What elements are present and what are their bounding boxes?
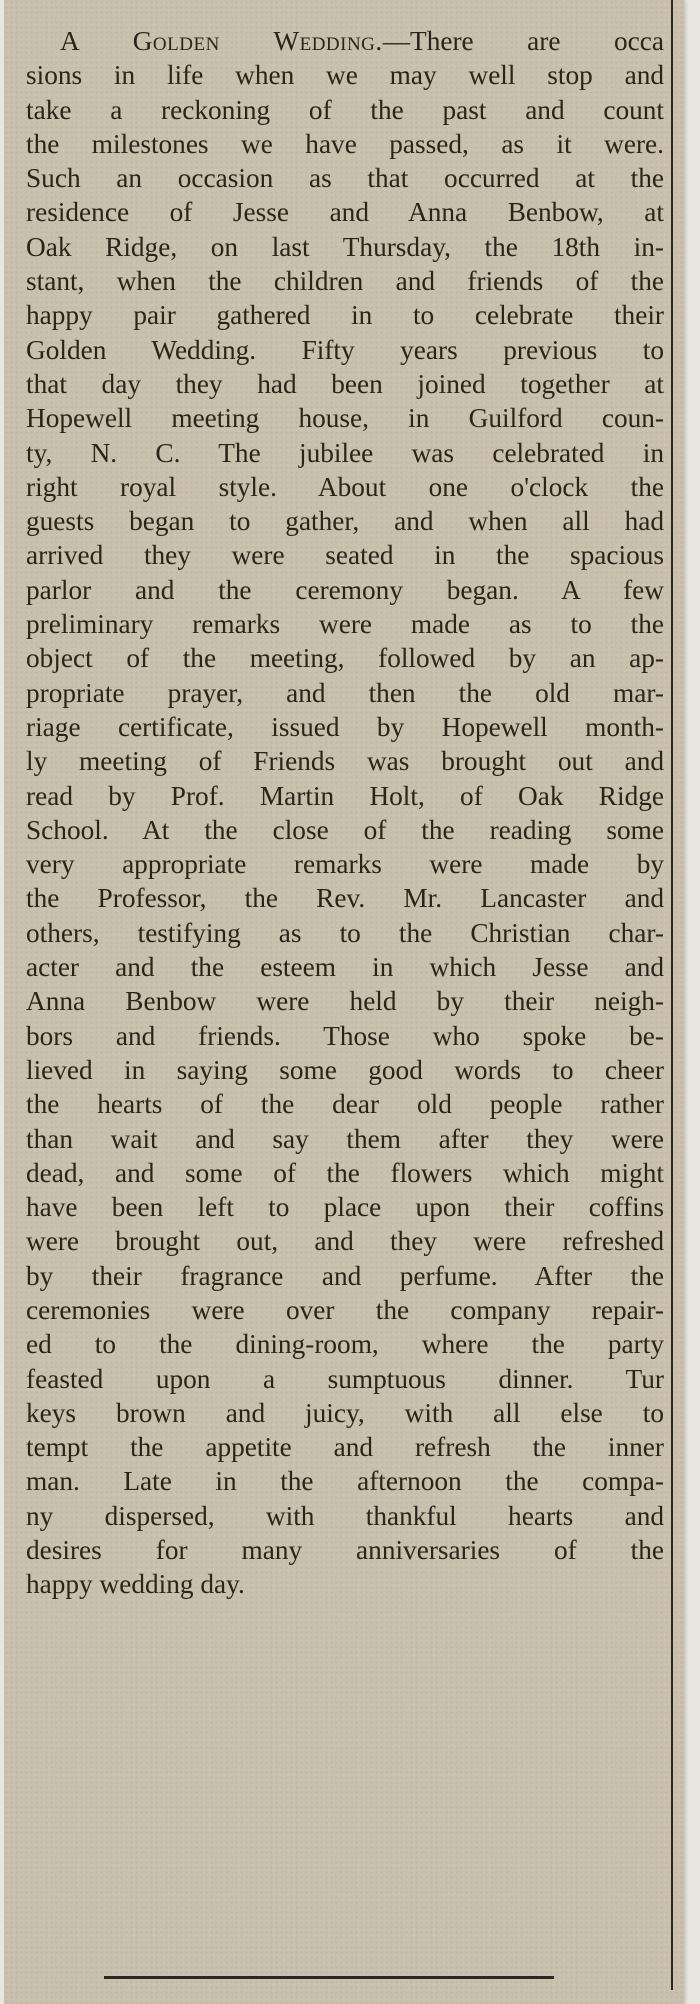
article-line-15: guests began to gather, and when all had: [26, 506, 664, 537]
article-line-43: man. Late in the afternoon the compa-: [26, 1466, 664, 1497]
article-line-14: right royal style. About one o'clock the: [26, 471, 664, 502]
article-line-12: Hopewell meeting house, in Guilford coun-: [26, 403, 664, 434]
article-line-29: Anna Benbow were held by their neigh-: [26, 986, 664, 1017]
article-line-4: the milestones we have passed, as it were.: [26, 128, 664, 159]
article-line-16: arrived they were seated in the spacious: [26, 540, 664, 571]
article-line-45: desires for many anniversaries of the: [26, 1535, 664, 1566]
article-line-13: ty, N. C. The jubilee was celebrated in: [26, 437, 664, 468]
article-line-36: were brought out, and they were refreshed: [26, 1226, 664, 1257]
end-rule: [104, 1976, 554, 1979]
article-line-24: School. At the close of the reading some: [26, 814, 664, 845]
column-rule-right: [671, 0, 673, 1990]
article-headline: A Golden Wedding.: [60, 26, 383, 56]
article-line-2: sions in life when we may well stop and: [26, 60, 664, 91]
article-line-7: Oak Ridge, on last Thursday, the 18th in-: [26, 231, 664, 262]
article-line-9: happy pair gathered in to celebrate their: [26, 300, 664, 331]
article-line-18: preliminary remarks were made as to the: [26, 609, 664, 640]
article-line-22: ly meeting of Friends was brought out and: [26, 746, 664, 777]
newspaper-clipping: [4, 0, 684, 2004]
article-line-6: residence of Jesse and Anna Benbow, at: [26, 197, 664, 228]
article-line-42: tempt the appetite and refresh the inner: [26, 1432, 664, 1463]
article-line-17: parlor and the ceremony began. A few: [26, 574, 664, 605]
article-line-25: very appropriate remarks were made by: [26, 849, 664, 880]
article-line-40: feasted upon a sumptuous dinner. Tur: [26, 1363, 664, 1394]
article-line-11: that day they had been joined together at: [26, 368, 664, 399]
article-line-21: riage certificate, issued by Hopewell month-: [26, 711, 664, 742]
article-line-23: read by Prof. Martin Holt, of Oak Ridge: [26, 780, 664, 811]
article-line-38: ceremonies were over the company repair-: [26, 1294, 664, 1325]
article-line-5: Such an occasion as that occurred at the: [26, 163, 664, 194]
article-line-39: ed to the dining-room, where the party: [26, 1329, 664, 1360]
article-line-26: the Professor, the Rev. Mr. Lancaster and: [26, 883, 664, 914]
article-line-32: the hearts of the dear old people rather: [26, 1089, 664, 1120]
article-line-3: take a reckoning of the past and count: [26, 94, 664, 125]
article-line-19: object of the meeting, followed by an ap-: [26, 643, 664, 674]
article-line-41: keys brown and juicy, with all else to: [26, 1397, 664, 1428]
article-line-30: bors and friends. Those who spoke be-: [26, 1020, 664, 1051]
article-line-37: by their fragrance and perfume. After the: [26, 1260, 664, 1291]
article-line-34: dead, and some of the flowers which might: [26, 1157, 664, 1188]
article-line-1: [26, 24, 664, 58]
article-line-35: have been left to place upon their coffins: [26, 1192, 664, 1223]
article-line-33: than wait and say them after they were: [26, 1123, 664, 1154]
article-line-44: ny dispersed, with thankful hearts and: [26, 1500, 664, 1531]
article-line-28: acter and the esteem in which Jesse and: [26, 952, 664, 983]
article-line-20: propriate prayer, and then the old mar-: [26, 677, 664, 708]
article-line-46: happy wedding day.: [26, 1569, 245, 1600]
article-line-27: others, testifying as to the Christian char-: [26, 917, 664, 948]
article-line-31: lieved in saying some good words to cheer: [26, 1054, 664, 1085]
article-line-8: stant, when the children and friends of the: [26, 266, 664, 297]
article-body: [26, 24, 664, 1602]
article-line-10: Golden Wedding. Fifty years previous to: [26, 334, 664, 365]
article-line-1-text: —There are occa: [382, 26, 665, 56]
